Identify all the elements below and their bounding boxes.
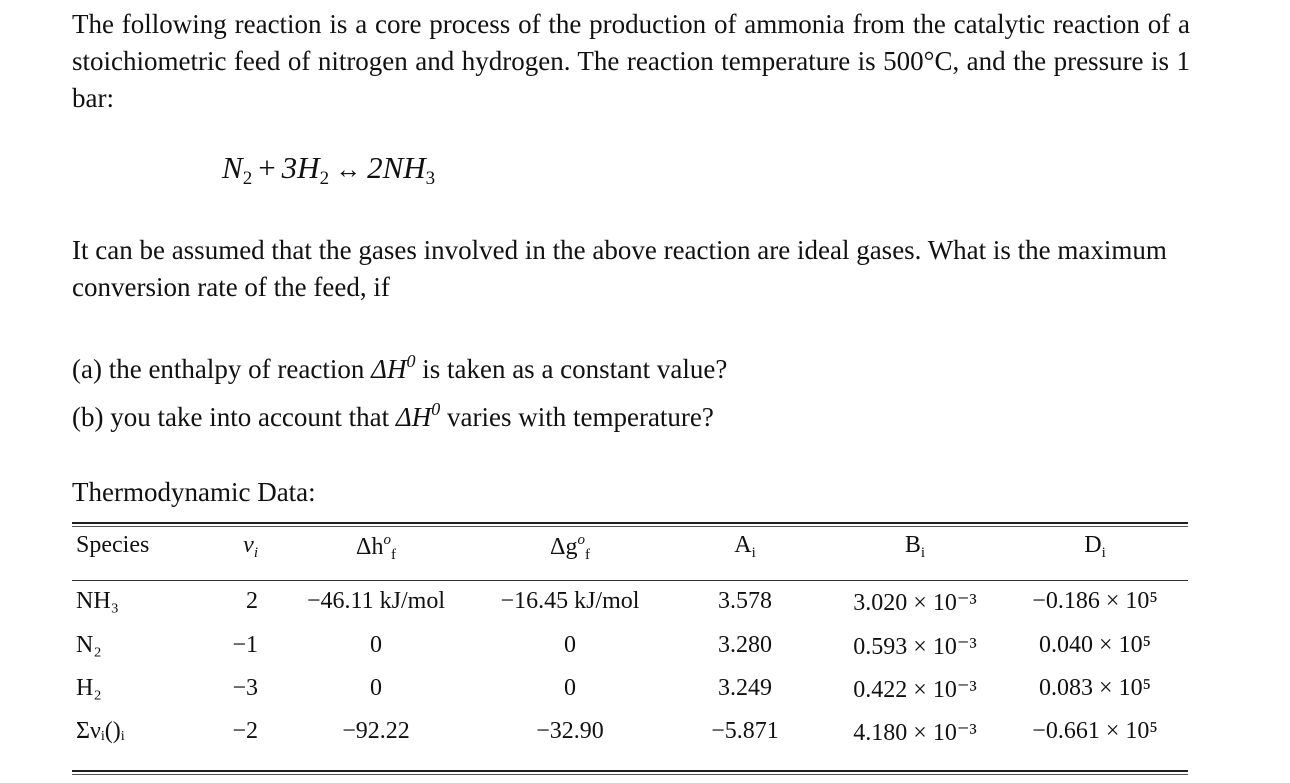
header-d-sub: i bbox=[1101, 545, 1106, 561]
table-cell-b: 0.593 × 10⁻³ bbox=[853, 634, 977, 660]
table-top-rule-inner bbox=[72, 526, 1188, 527]
question-b bbox=[72, 391, 1190, 436]
table-cell-species: H₂ bbox=[76, 675, 102, 701]
header-dg-symbol: Δg bbox=[550, 534, 578, 560]
table-header-rule bbox=[72, 580, 1188, 581]
qb-post: varies with temperature? bbox=[440, 402, 714, 432]
qa-symbol: ΔH bbox=[371, 354, 407, 384]
header-b-symbol: B bbox=[904, 532, 921, 558]
header-nu-sub: i bbox=[253, 545, 258, 561]
problem-assumption: It can be assumed that the gases involved in the above reaction are ideal gases. What is the maximum conversion rate of the feed, if bbox=[72, 235, 1167, 302]
table-cell-nu: −1 bbox=[232, 632, 258, 658]
table-cell-b: 0.422 × 10⁻³ bbox=[853, 677, 977, 703]
question-a bbox=[72, 343, 1190, 388]
header-dg-sup: o bbox=[577, 532, 585, 548]
table-cell-a: 3.249 bbox=[718, 675, 772, 701]
table-cell-species: Σνᵢ()ᵢ bbox=[76, 718, 125, 744]
table-cell-dh: 0 bbox=[370, 632, 382, 658]
header-d-symbol: D bbox=[1084, 532, 1102, 558]
qb-sup: 0 bbox=[431, 399, 441, 419]
header-a-symbol: A bbox=[734, 532, 752, 558]
header-species: Species bbox=[76, 532, 150, 558]
table-cell-dh: −92.22 bbox=[342, 718, 410, 744]
header-b bbox=[840, 532, 990, 562]
eq-h2-sub: 2 bbox=[319, 168, 330, 189]
header-dg bbox=[490, 532, 650, 564]
reaction-equation bbox=[222, 150, 435, 190]
table-cell-b: 3.020 × 10⁻³ bbox=[853, 590, 977, 616]
table-cell-a: 3.578 bbox=[718, 588, 772, 614]
header-nu-symbol: ν bbox=[243, 532, 254, 558]
table-cell-species: NH₃ bbox=[76, 588, 120, 614]
table-cell-species: N₂ bbox=[76, 632, 102, 658]
table-cell-dg: −16.45 kJ/mol bbox=[500, 588, 640, 614]
eq-h2: 3H bbox=[281, 150, 320, 185]
table-top-rule bbox=[72, 522, 1188, 524]
eq-nh3: 2NH bbox=[367, 150, 426, 185]
table-cell-d: −0.186 × 10⁵ bbox=[1032, 588, 1158, 614]
eq-arrow: ↔ bbox=[335, 155, 362, 184]
header-dh-symbol: Δh bbox=[356, 534, 384, 560]
table-cell-dh: −46.11 kJ/mol bbox=[307, 588, 445, 614]
table-cell-dh: 0 bbox=[370, 675, 382, 701]
table-cell-nu: 2 bbox=[246, 588, 258, 614]
table-cell-dg: −32.90 bbox=[536, 718, 604, 744]
qa-post: is taken as a constant value? bbox=[415, 354, 728, 384]
table-cell-d: 0.040 × 10⁵ bbox=[1039, 632, 1151, 658]
table-bottom-rule-inner bbox=[72, 774, 1188, 775]
header-nu bbox=[222, 532, 258, 562]
table-cell-nu: −3 bbox=[232, 675, 258, 701]
eq-plus: + bbox=[258, 150, 276, 185]
problem-intro: The following reaction is a core process of the production of ammonia from the catalytic reaction of a stoichiometric feed of nitrogen and hydrogen. The reaction temperature is 500°C, and the pressure is 1 bar: bbox=[72, 9, 1190, 113]
eq-n2-sub: 2 bbox=[242, 168, 253, 189]
table-cell-b: 4.180 × 10⁻³ bbox=[853, 720, 977, 746]
table-cell-nu: −2 bbox=[232, 718, 258, 744]
qb-pre: (b) you take into account that bbox=[72, 402, 396, 432]
header-a-sub: i bbox=[751, 545, 756, 561]
table-bottom-rule bbox=[72, 770, 1188, 772]
table-cell-d: 0.083 × 10⁵ bbox=[1039, 675, 1151, 701]
header-dg-sub: f bbox=[584, 547, 590, 563]
eq-n2: N bbox=[222, 150, 243, 185]
header-a bbox=[700, 532, 790, 562]
header-b-sub: i bbox=[920, 545, 926, 561]
table-cell-a: −5.871 bbox=[711, 718, 779, 744]
header-d bbox=[1015, 532, 1175, 562]
header-dh-sub: f bbox=[390, 547, 396, 563]
table-cell-a: 3.280 bbox=[718, 632, 772, 658]
eq-nh3-sub: 3 bbox=[425, 168, 436, 189]
qb-symbol: ΔH bbox=[395, 402, 432, 432]
table-cell-dg: 0 bbox=[564, 632, 576, 658]
data-title: Thermodynamic Data: bbox=[72, 477, 316, 507]
table-cell-d: −0.661 × 10⁵ bbox=[1032, 718, 1158, 744]
qa-sup: 0 bbox=[406, 351, 416, 371]
header-dh bbox=[296, 532, 456, 564]
table-cell-dg: 0 bbox=[564, 675, 576, 701]
header-dh-sup: o bbox=[383, 532, 391, 548]
qa-pre: (a) the enthalpy of reaction bbox=[72, 354, 372, 384]
